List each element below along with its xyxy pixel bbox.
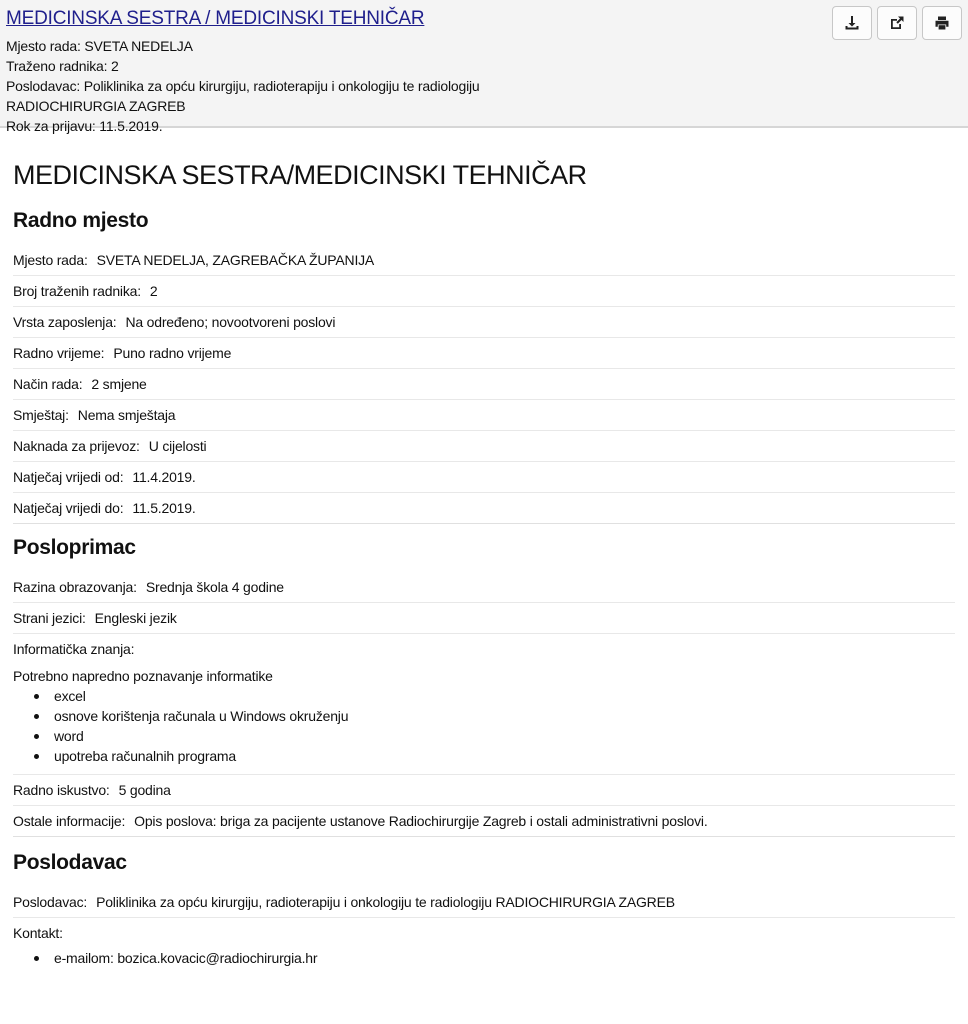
deadline-line: Rok za prijavu: 11.5.2019.	[6, 118, 163, 134]
detail-value: Nema smještaja	[77, 407, 176, 423]
download-icon	[844, 15, 860, 31]
detail-label: Vrsta zaposlenja:	[13, 314, 117, 330]
contact-list	[13, 948, 955, 968]
detail-row-transport	[13, 431, 955, 462]
detail-label: Natječaj vrijedi od:	[13, 469, 124, 485]
job-details	[0, 160, 968, 976]
download-button[interactable]	[832, 6, 872, 40]
detail-value: Engleski jezik	[94, 610, 177, 626]
detail-value: Poliklinika za opću kirurgiju, radioterapiju i onkologiju te radiologiju RADIOCHIRURGIA ZAGREB	[96, 894, 675, 910]
detail-label: Naknada za prijevoz:	[13, 438, 140, 454]
poslodavac-rows	[13, 887, 955, 976]
detail-label: Radno vrijeme:	[13, 345, 105, 361]
detail-block-contact	[13, 918, 955, 976]
detail-label: Mjesto rada:	[13, 252, 88, 268]
detail-row-accommodation	[13, 400, 955, 431]
radno-mjesto-rows	[13, 245, 955, 524]
detail-row-location	[13, 245, 955, 276]
detail-value: 5 godina	[118, 782, 171, 798]
employer-line: Poslodavac: Poliklinika za opću kirurgiju, radioterapiju i onkologiju te radiologiju RADIOCHIRURGIA ZAGREB	[6, 78, 480, 114]
page-title: MEDICINSKA SESTRA/MEDICINSKI TEHNIČAR	[13, 160, 587, 190]
detail-value: Na određeno; novootvoreni poslovi	[125, 314, 336, 330]
detail-value: 11.4.2019.	[132, 469, 196, 485]
list-item: excel	[54, 686, 955, 706]
workers-line: Traženo radnika: 2	[6, 58, 119, 74]
detail-value: Srednja škola 4 godine	[145, 579, 284, 595]
detail-row-valid-to	[13, 493, 955, 524]
detail-label: Smještaj:	[13, 407, 69, 423]
detail-row-workers	[13, 276, 955, 307]
it-skills-list	[13, 686, 955, 766]
contact-email[interactable]: e-mailom: bozica.kovacic@radiochirurgia.hr	[54, 948, 955, 968]
detail-row-working-hours	[13, 338, 955, 369]
share-button[interactable]	[877, 6, 917, 40]
detail-row-languages	[13, 603, 955, 634]
it-skills-intro: Potrebno napredno poznavanje informatike	[13, 668, 273, 684]
detail-value: 2	[149, 283, 158, 299]
detail-value: Opis poslova: briga za pacijente ustanove Radiochirurgije Zagreb i ostali administrativni poslovi.	[134, 813, 708, 829]
detail-value: 2 smjene	[91, 376, 147, 392]
detail-label: Razina obrazovanja:	[13, 579, 137, 595]
detail-value: SVETA NEDELJA, ZAGREBAČKA ŽUPANIJA	[96, 252, 375, 268]
detail-label: Kontakt:	[13, 925, 63, 941]
detail-label: Broj traženih radnika:	[13, 283, 141, 299]
detail-row-work-mode	[13, 369, 955, 400]
section-poslodavac-heading: Poslodavac	[13, 851, 127, 874]
detail-label: Radno iskustvo:	[13, 782, 110, 798]
detail-row-valid-from	[13, 462, 955, 493]
detail-label: Ostale informacije:	[13, 813, 126, 829]
detail-value: U cijelosti	[148, 438, 207, 454]
section-radno-mjesto-heading: Radno mjesto	[13, 209, 149, 232]
list-item: osnove korištenja računala u Windows okruženju	[54, 706, 955, 726]
detail-label: Način rada:	[13, 376, 83, 392]
detail-value: Puno radno vrijeme	[113, 345, 232, 361]
detail-row-education	[13, 572, 955, 603]
section-posloprimac-heading: Posloprimac	[13, 536, 136, 559]
detail-row-employment-type	[13, 307, 955, 338]
header	[0, 0, 968, 134]
list-item: word	[54, 726, 955, 746]
detail-label: Strani jezici:	[13, 610, 86, 626]
list-item: upotreba računalnih programa	[54, 746, 955, 766]
external-link-icon	[889, 15, 905, 31]
detail-row-experience	[13, 775, 955, 806]
print-button[interactable]	[922, 6, 962, 40]
detail-value: 11.5.2019.	[132, 500, 196, 516]
detail-block-it-skills	[13, 634, 955, 775]
detail-label: Informatička znanja:	[13, 641, 135, 657]
detail-row-other-info	[13, 806, 955, 837]
toolbar	[832, 6, 962, 40]
job-title-link[interactable]: MEDICINSKA SESTRA / MEDICINSKI TEHNIČAR	[6, 8, 425, 29]
posloprimac-rows	[13, 572, 955, 837]
location-line: Mjesto rada: SVETA NEDELJA	[6, 38, 193, 54]
print-icon	[934, 15, 950, 31]
detail-label: Natječaj vrijedi do:	[13, 500, 124, 516]
detail-row-employer	[13, 887, 955, 918]
detail-label: Poslodavac:	[13, 894, 88, 910]
